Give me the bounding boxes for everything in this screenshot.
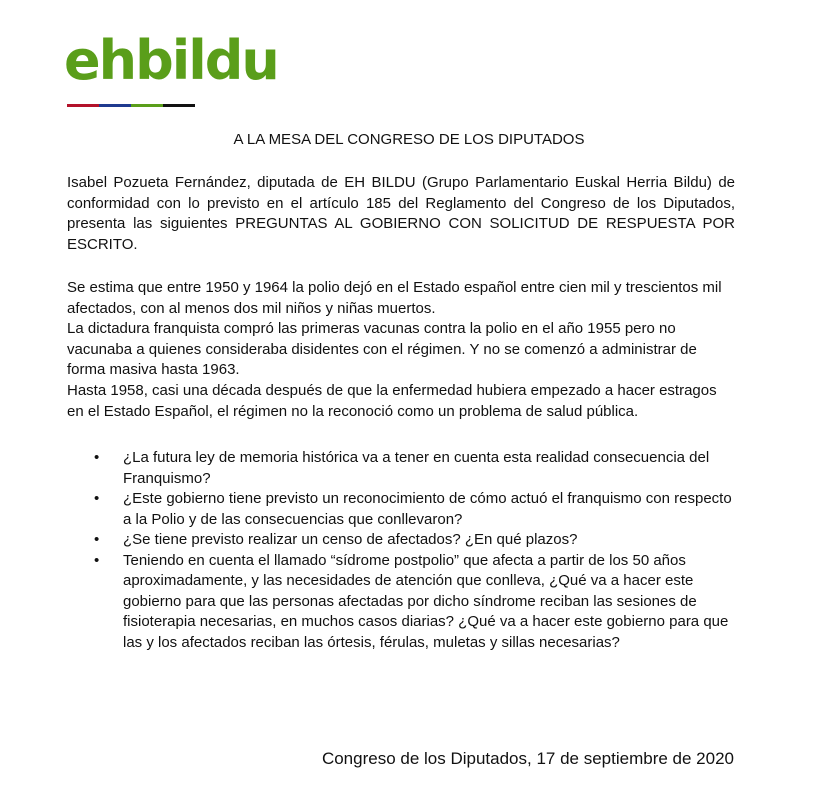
question-item: [67, 489, 735, 530]
bullet-marker: •: [94, 551, 100, 569]
stripe-blue: [99, 104, 131, 107]
question-text: ¿Este gobierno tiene previsto un reconocimiento de cómo actuó el franquismo con respecto a la Polio y de las consecuencias que conllevaron?: [123, 490, 732, 528]
question-text: Teniendo en cuenta el llamado “sídrome postpolio” que afecta a partir de los 50 años aproximadamente, y las necesidades de atención que conlleva, ¿Qué va a hacer este gobierno para que las personas afectadas por dicho síndrome reciban las sesiones de fisioterapia necesarias, en muchos casos diarias? ¿Qué va a hacer este gobierno para que las y los afectados reciban las órtesis, férulas, muletas y sillas necesarias?: [123, 551, 729, 651]
intro-paragraph: Isabel Pozueta Fernández, diputada de EH BILDU (Grupo Parlamentario Euskal Herria Bildu) de conformidad con lo previsto en el artículo 185 del Reglamento del Congreso de los Diputados, presenta las siguientes PREGUNTAS AL GOBIERNO CON SOLICITUD DE RESPUESTA POR ESCRITO.: [67, 174, 735, 253]
question-text: ¿Se tiene previsto realizar un censo de afectados? ¿En qué plazos?: [123, 531, 578, 548]
logo-color-stripe: [67, 104, 195, 107]
question-item: [67, 448, 735, 489]
bullet-marker: •: [94, 490, 100, 507]
body-paragraph-2: La dictadura franquista compró las primeras vacunas contra la polio en el año 1955 pero no vacunaba a quienes consideraba disidentes con el régimen. Y no se comenzó a administrar de forma masiva hasta 1963.: [67, 320, 697, 378]
question-item: [67, 551, 735, 654]
body-paragraph-3: Hasta 1958, casi una década después de que la enfermedad hubiera empezado a hacer estragos en el Estado Español, el régimen no la reconoció como un problema de salud pública.: [67, 382, 717, 420]
signature-line: Congreso de los Diputados, 17 de septiembre de 2020: [321, 749, 734, 768]
questions-list: [67, 448, 735, 653]
body-paragraph-1: Se estima que entre 1950 y 1964 la polio dejó en el Estado español entre cien mil y trescientos mil afectados, con al menos dos mil niños y niñas muertos.: [67, 279, 722, 317]
question-text: ¿La futura ley de memoria histórica va a tener en cuenta esta realidad consecuencia del Franquismo?: [123, 449, 710, 487]
bullet-marker: •: [94, 531, 100, 548]
document-heading: A LA MESA DEL CONGRESO DE LOS DIPUTADOS: [233, 131, 585, 148]
ehbildu-logo: ehbildu: [64, 29, 278, 92]
question-item: [67, 530, 735, 551]
stripe-black: [163, 104, 195, 107]
bullet-marker: •: [94, 449, 100, 466]
stripe-green: [131, 104, 163, 107]
stripe-red: [67, 104, 99, 107]
